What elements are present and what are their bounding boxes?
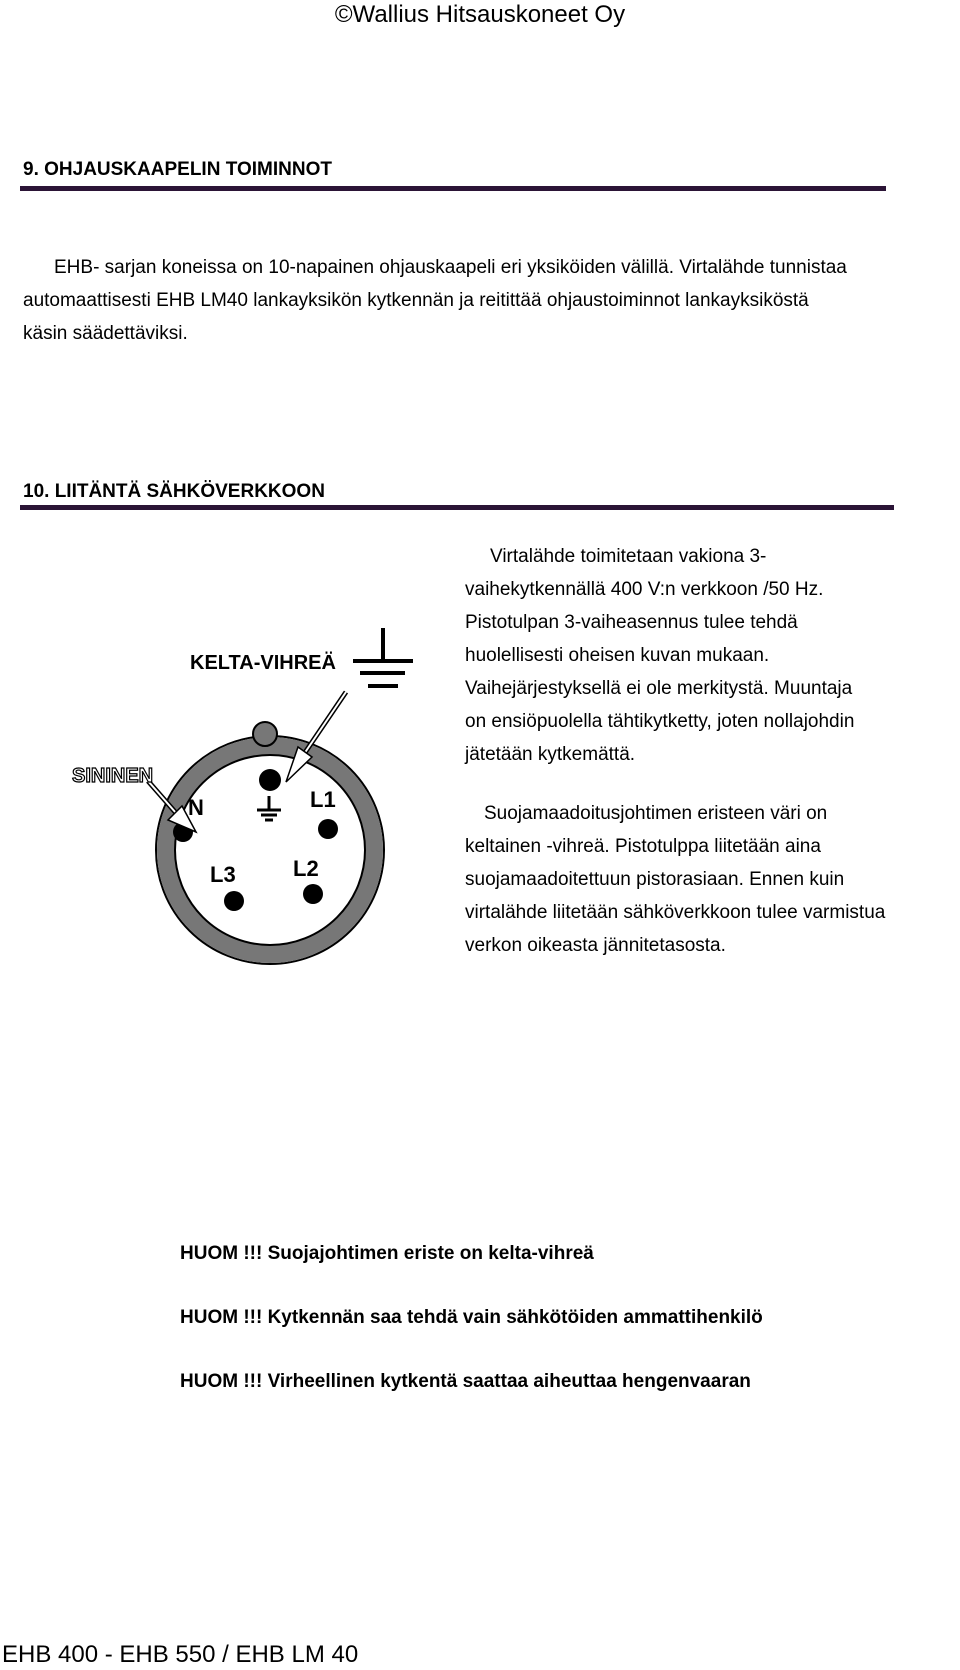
section-9-line: automaattisesti EHB LM40 lankayksikön kytkennän ja reitittää ohjaustoiminnot lankayksiköstä	[23, 290, 809, 311]
label-pin-l3: L3	[210, 862, 236, 887]
pin-l3-dot	[224, 891, 244, 911]
note-1: HUOM !!! Suojajohtimen eriste on kelta-vihreä	[180, 1243, 594, 1264]
paragraph-line: verkon oikeasta jännitetasosta.	[465, 935, 726, 956]
header-copyright: ©Wallius Hitsauskoneet Oy	[334, 1, 626, 28]
note-3: HUOM !!! Virheellinen kytkentä saattaa aiheuttaa hengenvaaran	[180, 1371, 751, 1392]
section-10-rule	[20, 505, 894, 510]
earth-symbol-large	[353, 628, 413, 686]
section-9-line: käsin säädettäviksi.	[23, 323, 188, 344]
section-10-title: 10. LIITÄNTÄ SÄHKÖVERKKOON	[23, 481, 325, 502]
label-pin-l1: L1	[310, 787, 336, 812]
pin-l2-dot	[303, 884, 323, 904]
paragraph-line: Vaihejärjestyksellä ei ole merkitystä. Muuntaja	[465, 678, 853, 699]
earth-symbol-small	[257, 796, 281, 820]
section-9-title: 9. OHJAUSKAAPELIN TOIMINNOT	[23, 159, 332, 180]
paragraph-line: Virtalähde toimitetaan vakiona 3-	[490, 546, 767, 567]
section-10-paragraph-2	[465, 797, 945, 962]
paragraph-line: keltainen -vihreä. Pistotulppa liitetään aina	[465, 836, 821, 857]
paragraph-line: Suojamaadoitusjohtimen eristeen väri on	[484, 803, 828, 824]
section-9-line: EHB- sarjan koneissa on 10-napainen ohjauskaapeli eri yksiköiden välillä. Virtalähde tunnistaa	[54, 257, 847, 278]
pin-earth-dot	[259, 769, 281, 791]
paragraph-line: jätetään kytkemättä.	[465, 744, 636, 765]
paragraph-line: suojamaadoitettuun pistorasiaan. Ennen kuin	[465, 869, 845, 890]
plug-key-notch	[253, 722, 277, 746]
paragraph-line: huolellisesti oheisen kuvan mukaan.	[465, 645, 770, 666]
paragraph-line: vaihekytkennällä 400 V:n verkkoon /50 Hz.	[465, 579, 824, 600]
label-pin-n: N	[188, 795, 204, 820]
section-9-rule	[20, 186, 886, 191]
label-blue: SININEN	[72, 765, 154, 787]
paragraph-line: virtalähde liitetään sähköverkkoon tulee varmistua	[465, 902, 886, 923]
plug-wiring-diagram	[0, 600, 460, 980]
paragraph-line: on ensiöpuolella tähtikytketty, joten nollajohdin	[465, 711, 855, 732]
paragraph-line: Pistotulpan 3-vaiheasennus tulee tehdä	[465, 612, 798, 633]
label-pin-l2: L2	[293, 856, 319, 881]
section-9-body	[23, 251, 938, 350]
pin-l1-dot	[318, 819, 338, 839]
label-yellow-green: KELTA-VIHREÄ	[190, 652, 336, 674]
footer-model: EHB 400 - EHB 550 / EHB LM 40	[2, 1641, 359, 1668]
note-2: HUOM !!! Kytkennän saa tehdä vain sähkötöiden ammattihenkilö	[180, 1307, 763, 1328]
section-10-paragraph-1	[465, 540, 945, 771]
